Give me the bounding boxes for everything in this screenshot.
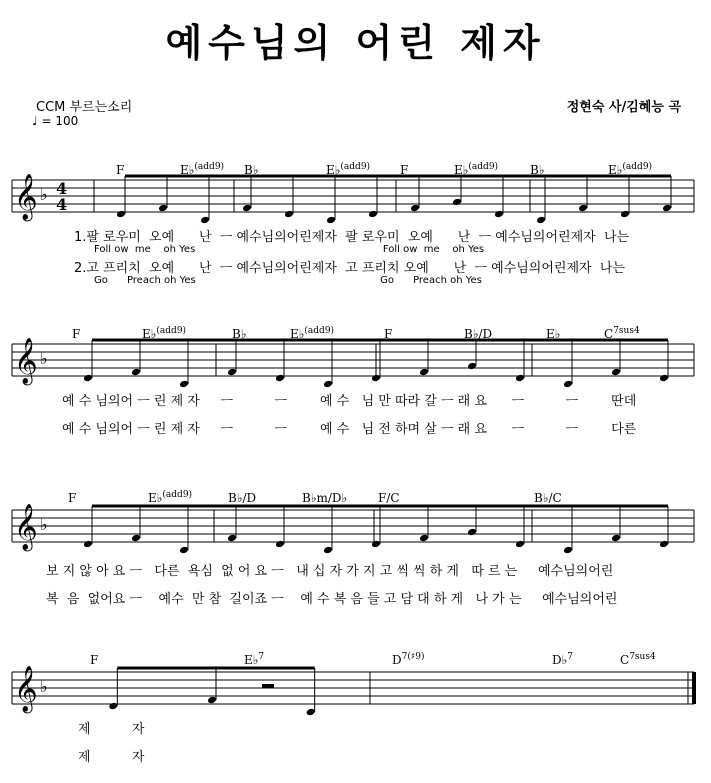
- lyric-line: 1.팔 로우미 오예 난 ㅡ 예수님의어린제자 팔 로우미 오예 난 ㅡ 예수님의어린제자 나는: [74, 230, 630, 245]
- chord-symbol: [68, 490, 76, 505]
- english-lyric-line: Go Preach oh Yes Go Preach oh Yes: [94, 275, 482, 286]
- note-head: [515, 540, 525, 549]
- chord-symbol: [244, 652, 264, 667]
- flat-key-signature-icon: ♭: [40, 185, 48, 204]
- chord-root: C: [620, 653, 630, 667]
- chord-root: E♭: [142, 327, 157, 341]
- chord-root: B♭/D: [228, 491, 257, 505]
- note-head: [275, 374, 285, 383]
- chord-symbol: [620, 652, 656, 667]
- chord-root: F: [400, 163, 409, 177]
- note-head: [116, 210, 126, 219]
- note-head: [371, 374, 381, 383]
- chord-extension: 7: [258, 652, 265, 662]
- chord-root: C: [604, 327, 614, 341]
- note-head: [536, 216, 546, 225]
- chord-root: E♭: [244, 653, 259, 667]
- credits-label: 정현숙 사/김혜능 곡: [566, 100, 681, 115]
- note-head: [179, 546, 189, 555]
- quarter-note-icon: ♩: [32, 114, 38, 128]
- note-head: [563, 546, 573, 555]
- chord-symbol: [552, 652, 573, 667]
- chord-root: F: [72, 327, 81, 341]
- chord-extension: (add9): [304, 326, 335, 336]
- note-head: [207, 696, 217, 705]
- chord-symbol: [142, 326, 186, 341]
- chord-root: E♭: [326, 163, 341, 177]
- chord-root: B♭/C: [534, 491, 562, 505]
- treble-clef-icon: 𝄞: [14, 174, 38, 220]
- chord-symbol: [546, 326, 560, 341]
- chord-symbol: [302, 490, 347, 505]
- chord-extension: 7sus4: [613, 326, 640, 336]
- treble-clef-icon: 𝄞: [14, 666, 38, 712]
- chord-symbol: [148, 490, 192, 505]
- chord-symbol: [392, 652, 424, 667]
- chord-root: F: [68, 491, 77, 505]
- note-head: [662, 204, 672, 213]
- chord-root: B♭m/D♭: [302, 491, 348, 505]
- chord-root: B♭: [232, 327, 247, 341]
- chord-root: F: [90, 653, 99, 667]
- chord-symbol: [400, 162, 408, 177]
- chord-root: E♭: [180, 163, 195, 177]
- chord-symbol: [290, 326, 334, 341]
- chord-root: F/C: [378, 491, 400, 505]
- chord-symbol: [244, 162, 258, 177]
- chord-symbol: [180, 162, 224, 177]
- chord-symbol: [384, 326, 392, 341]
- note-head: [323, 380, 333, 389]
- time-signature: 4: [56, 179, 68, 198]
- chord-root: E♭: [608, 163, 623, 177]
- lyric-line: 예 수 님의어 ㅡ 린 제 자 ㅡ ㅡ 예 수 님 만 따라 갈 ㅡ 래 요 ㅡ ㅡ 딴데: [62, 394, 637, 409]
- note-head: [410, 204, 420, 213]
- note-head: [659, 374, 669, 383]
- chord-extension: (add9): [340, 162, 371, 172]
- note-head: [515, 374, 525, 383]
- chord-root: E♭: [546, 327, 561, 341]
- note-head: [620, 210, 630, 219]
- treble-clef-icon: 𝄞: [14, 504, 38, 550]
- chord-symbol: [530, 162, 544, 177]
- chord-symbol: [608, 162, 652, 177]
- note-head: [578, 204, 588, 213]
- chord-extension: (add9): [622, 162, 653, 172]
- staff-system-3: [0, 490, 711, 560]
- chord-symbol: [604, 326, 640, 341]
- chord-root: D: [392, 653, 402, 667]
- source-label: CCM 부르는소리: [36, 100, 133, 115]
- note-head: [368, 210, 378, 219]
- chord-extension: 7sus4: [629, 652, 656, 662]
- lyric-line: 제 자: [78, 750, 145, 765]
- chord-root: F: [116, 163, 125, 177]
- half-rest: [262, 684, 274, 688]
- note-head: [467, 362, 477, 371]
- english-lyric-line: Foll ow me oh Yes Foll ow me oh Yes: [94, 244, 485, 255]
- time-signature: 4: [56, 195, 68, 214]
- lyric-line: 예 수 님의어 ㅡ 린 제 자 ㅡ ㅡ 예 수 님 전 하며 살 ㅡ 래 요 ㅡ ㅡ 다른: [62, 422, 637, 437]
- note-head: [200, 216, 210, 225]
- note-head: [419, 534, 429, 543]
- chord-root: B♭: [244, 163, 259, 177]
- chord-symbol: [378, 490, 400, 505]
- chord-root: B♭: [530, 163, 545, 177]
- flat-key-signature-icon: ♭: [40, 677, 48, 696]
- chord-symbol: [90, 652, 98, 667]
- flat-key-signature-icon: ♭: [40, 515, 48, 534]
- note-head: [611, 534, 621, 543]
- note-head: [467, 528, 477, 537]
- chord-extension: (add9): [156, 326, 187, 336]
- note-head: [419, 368, 429, 377]
- tempo-marking: [32, 114, 78, 128]
- note-head: [494, 210, 504, 219]
- chord-symbol: [232, 326, 246, 341]
- note-head: [83, 374, 93, 383]
- chord-extension: 7: [567, 652, 574, 662]
- flat-key-signature-icon: ♭: [40, 349, 48, 368]
- chord-extension: (add9): [162, 490, 193, 500]
- note-head: [452, 198, 462, 207]
- chord-root: E♭: [454, 163, 469, 177]
- staff-system-4: [0, 652, 711, 722]
- note-head: [83, 540, 93, 549]
- note-head: [179, 380, 189, 389]
- page-title: 예수님의 어린 제자: [165, 21, 546, 65]
- chord-extension: 7(♯9): [401, 652, 425, 662]
- note-head: [306, 708, 316, 717]
- note-head: [108, 702, 118, 711]
- chord-root: D♭: [552, 653, 568, 667]
- chord-extension: (add9): [194, 162, 225, 172]
- note-head: [563, 380, 573, 389]
- chord-symbol: [326, 162, 370, 177]
- chord-symbol: [72, 326, 80, 341]
- lyric-line: 복 음 없어요 ㅡ 예수 만 참 길이죠 ㅡ 예 수 복 음 들 고 담 대 하 게 나 가 는 예수님의어린: [46, 592, 618, 607]
- chord-extension: (add9): [468, 162, 499, 172]
- note-head: [611, 368, 621, 377]
- tempo-value: = 100: [41, 114, 79, 128]
- note-head: [284, 210, 294, 219]
- lyric-line: 제 자: [78, 722, 145, 737]
- note-head: [227, 368, 237, 377]
- treble-clef-icon: 𝄞: [14, 338, 38, 384]
- chord-root: E♭: [290, 327, 305, 341]
- note-head: [326, 216, 336, 225]
- chord-root: F: [384, 327, 393, 341]
- chord-symbol: [454, 162, 498, 177]
- note-head: [323, 546, 333, 555]
- lyric-line: 보 지 않 아 요 ㅡ 다른 욕심 없 어 요 ㅡ 내 십 자 가 지 고 씩 씩 하 게 따 르 는 예수님의어린: [46, 564, 614, 579]
- chord-symbol: [116, 162, 124, 177]
- chord-symbol: [464, 326, 492, 341]
- chord-root: E♭: [148, 491, 163, 505]
- note-head: [227, 534, 237, 543]
- note-head: [275, 540, 285, 549]
- chord-root: B♭/D: [464, 327, 493, 341]
- note-head: [242, 204, 252, 213]
- chord-symbol: [228, 490, 256, 505]
- lyric-line: 2.고 프리치 오예 난 ㅡ 예수님의어린제자 고 프리치 오예 난 ㅡ 예수님의어린제자 나는: [74, 261, 625, 276]
- note-head: [158, 204, 168, 213]
- note-head: [659, 540, 669, 549]
- note-head: [131, 368, 141, 377]
- chord-symbol: [534, 490, 562, 505]
- note-head: [371, 540, 381, 549]
- note-head: [131, 534, 141, 543]
